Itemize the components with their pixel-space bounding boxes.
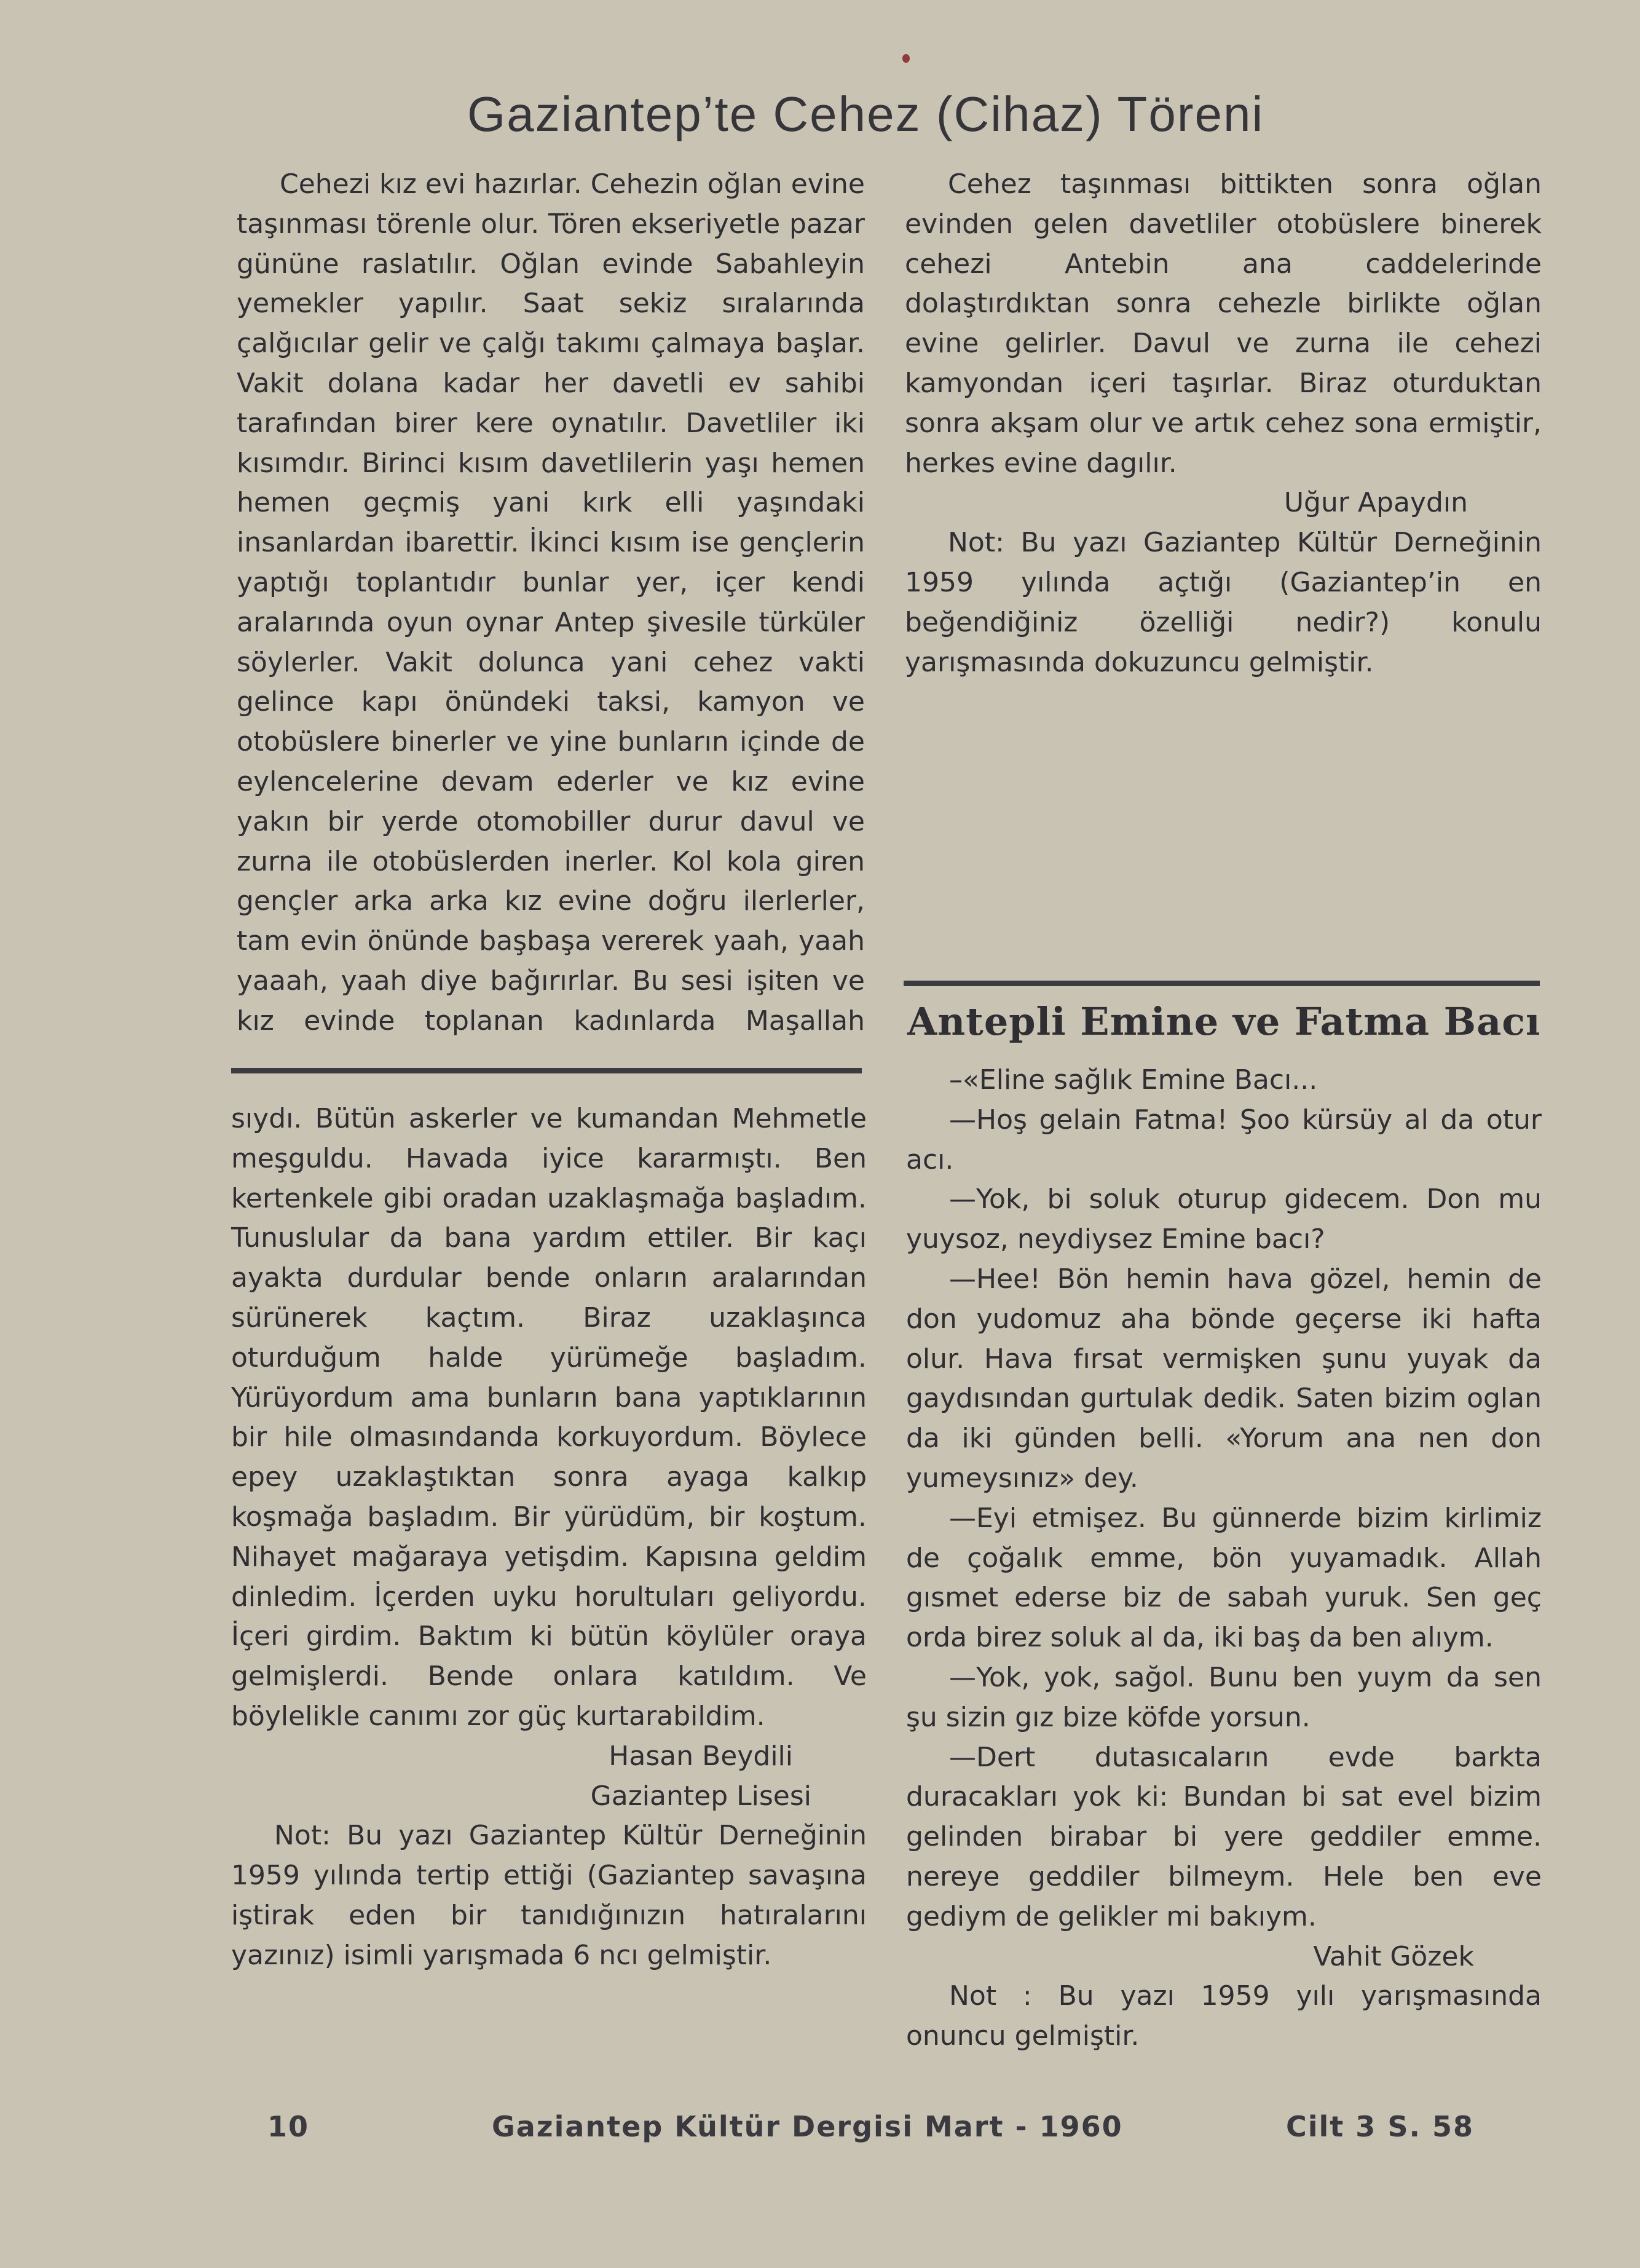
dialogue-line: —Dert dutasıcaların evde barkta duracakları yok ki: Bundan bi sat evel bizim gelinden birabar bi yere geddiler emme. nereye geddiler bilmeym. Hele ben eve gediym de gelikler mi bakıym.: [906, 1741, 1542, 1932]
page-title: Gaziantep’te Cehez (Cihaz) Töreni: [467, 87, 1264, 141]
article1-paragraph-2: Cehez taşınması bittikten sonra oğlan evinden gelen davetliler otobüslere binerek cehezi Antebin ana caddelerinde dolaştırdıktan sonra cehezle birlikte oğlan evine gelirler. Davul ve zurna ile cehezi kamyondan içeri taşırlar. Biraz oturduktan sonra akşam olur ve artık cehez sona ermiştir, herkes evine dagılır.: [905, 168, 1542, 479]
dialogue-line: —Eyi etmişez. Bu günnerde bizim kirlimiz de çoğalık emme, bön yuyamadık. Allah gısmet ederse biz de sabah yuruk. Sen geç orda birez soluk al da, iki baş da ben alıym.: [906, 1502, 1542, 1654]
section-title: Antepli Emine ve Fatma Bacı: [907, 999, 1541, 1044]
article1-note: Not: Bu yazı Gaziantep Kültür Derneğinin 1959 yılında açtığı (Gaziantep’in en beğendiğiniz özelliği nedir?) konulu yarışmasında dokuzuncu gelmiştir.: [905, 527, 1542, 678]
previous-article-school: Gaziantep Lisesi: [590, 1780, 811, 1812]
divider-left: [231, 1068, 862, 1073]
magazine-name: Gaziantep Kültür Dergisi Mart - 1960: [492, 2110, 1123, 2143]
ink-mark: [902, 54, 910, 63]
article2-note: Not : Bu yazı 1959 yılı yarışmasında onuncu gelmiştir.: [906, 1980, 1542, 2052]
dialogue-line: —Hoş gelain Fatma! Şoo kürsüy al da otur acı.: [906, 1104, 1542, 1175]
article1-column-left: [237, 165, 865, 1044]
volume-number: Cilt 3 S. 58: [1286, 2110, 1474, 2143]
previous-article-column: [231, 1099, 867, 1976]
previous-article-author: Hasan Beydili: [609, 1740, 793, 1772]
article1-author: Uğur Apaydın: [1283, 487, 1468, 519]
article2-author: Vahit Gözek: [1313, 1940, 1474, 1972]
article2-column: [906, 1061, 1542, 2057]
page-number: 10: [267, 2110, 310, 2143]
previous-article-paragraph: sıydı. Bütün askerler ve kumandan Mehmetle meşguldu. Havada iyice kararmıştı. Ben kertenkele gibi oradan uzaklaşmağa başladım. Tunuslular da bana yardım ettiler. Bir kaçı ayakta durdular bende onların aralarından sürünerek kaçtım. Biraz uzaklaşınca oturduğum halde yürümeğe başladım. Yürüyordum ama bunların bana yaptıklarının bir hile olmasındanda korkuyordum. Böylece epey uzaklaştıktan sonra ayaga kalkıp koşmağa başladım. Bir yürüdüm, bir koştum. Nihayet mağaraya yetişdim. Kapısına geldim dinledim. İçerden uyku horultuları geliyordu. İçeri girdim. Baktım ki bütün köylüler oraya gelmişlerdi. Bende onlara katıldım. Ve böylelikle canımı zor güç kurtarabildim.: [231, 1103, 867, 1732]
dialogue-line: —Yok, bi soluk oturup gidecem. Don mu yuysoz, neydiysez Emine bacı?: [906, 1183, 1542, 1255]
article1-column-right: [905, 165, 1542, 976]
dialogue-line: —Hee! Bön hemin hava gözel, hemin de don yudomuz aha bönde geçerse iki hafta olur. Hava fırsat vermişken şunu yuyak da gaydısından gurtulak dedik. Saten bizim oglan da iki günden belli. «Yorum ana nen don yumeysınız» dey.: [906, 1263, 1542, 1494]
dialogue-line: –«Eline sağlık Emine Bacı...: [949, 1064, 1318, 1096]
previous-article-note: Not: Bu yazı Gaziantep Kültür Derneğinin 1959 yılında tertip ettiği (Gaziantep savaşına iştirak eden bir tanıdığınızın hatıralarını yazınız) isimli yarışmada 6 ncı gelmiştir.: [231, 1820, 867, 1971]
article1-paragraph: Cehezi kız evi hazırlar. Cehezin oğlan evine taşınması törenle olur. Tören ekseriyetle pazar gününe raslatılır. Oğlan evinde Sabahleyin yemekler yapılır. Saat sekiz sıralarında çalğıcılar gelir ve çalğı takımı çalmaya başlar. Vakit dolana kadar her davetli ev sahibi tarafından birer kere oynatılır. Davetliler iki kısımdır. Birinci kısım davetlilerin yaşı hemen hemen geçmiş yani kırk elli yaşındaki insanlardan ibarettir. İkinci kısım ise gençlerin yaptığı toplantıdır bunlar yer, içer kendi aralarında oyun oynar Antep şivesile türküler söylerler. Vakit dolunca yani cehez vakti gelince kapı önündeki taksi, kamyon ve otobüslere binerler ve yine bunların içinde de eylencelerine devam ederler ve kız evine yakın bir yerde otomobiller durur davul ve zurna ile otobüslerden inerler. Kol kola giren gençler arka arka kız evine doğru ilerlerler, tam evin önünde başbaşa vererek yaah, yaah yaaah, yaah diye bağırırlar. Bu sesi işiten ve kız evinde toplanan kadınlarda Maşallah: [237, 168, 865, 1037]
dialogue-line: —Yok, yok, sağol. Bunu ben yuym da sen şu sizin gız bize köfde yorsun.: [906, 1661, 1542, 1733]
divider-right: [904, 981, 1540, 986]
